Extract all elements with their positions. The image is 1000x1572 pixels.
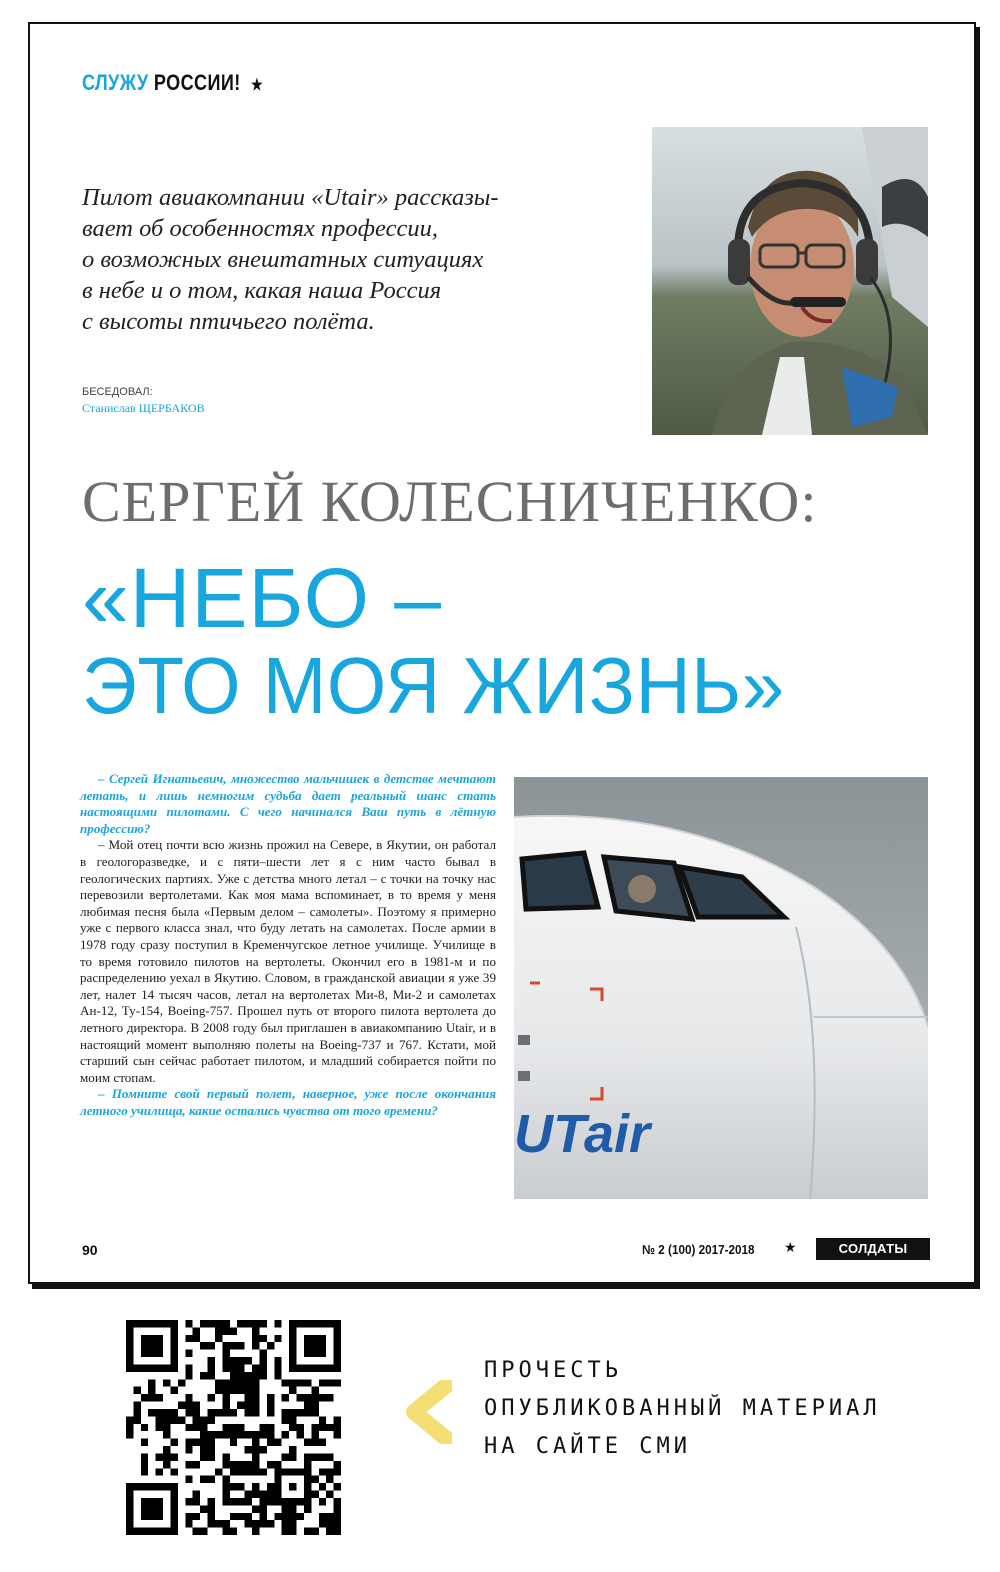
headline-quote-line1: «НЕБО – xyxy=(82,551,442,645)
cta-line: НА САЙТЕ СМИ xyxy=(484,1434,691,1459)
lead-line: Пилот авиакомпании «Utair» рассказы- xyxy=(82,184,499,211)
rubric-part1: СЛУЖУ xyxy=(82,70,149,95)
cta-line: ПРОЧЕСТЬ xyxy=(484,1358,622,1383)
rubric-part2: РОССИИ! xyxy=(153,70,241,95)
chevron-left-icon xyxy=(404,1380,452,1444)
headline-name: СЕРГЕЙ КОЛЕСНИЧЕНКО: xyxy=(82,469,818,534)
magazine-logo: СОЛДАТЫ РОССИИ xyxy=(816,1238,930,1260)
page-number: 90 xyxy=(82,1242,98,1258)
qr-code[interactable] xyxy=(126,1320,341,1535)
read-material-link[interactable] xyxy=(484,1352,881,1466)
lead-line: вает об особенностях профессии, xyxy=(82,215,438,242)
byline-label: БЕСЕДОВАЛ: xyxy=(82,386,153,398)
cta-line: ОПУБЛИКОВАННЫЙ МАТЕРИАЛ xyxy=(484,1396,881,1421)
plane-logo: UTair xyxy=(514,1104,651,1164)
issue-number: № 2 (100) 2017-2018 xyxy=(642,1242,755,1257)
lead-line: в небе и о том, какая наша Россия xyxy=(82,277,442,304)
airplane-photo xyxy=(514,777,928,1199)
pilot-photo xyxy=(652,127,928,435)
interview-question: – Сергей Игнатьевич, множество мальчишек в детстве мечтают летать, и лишь немногим судьба дает реальный шанс стать настоящими пилотами. С чего начинался Ваш путь в лётную профессию? xyxy=(80,771,496,836)
interview-question: – Помните свой первый полет, наверное, уже после окончания летного училища, какие остались чувства от того времени? xyxy=(80,1086,496,1118)
byline xyxy=(82,386,205,416)
interview-answer: – Мой отец почти всю жизнь прожил на Севере, в Якутии, он работал в геологоразведке, и с пяти–шести лет я с ним часто бывал в геологических партиях. Уже с детства много летал – с точки на точку нас перевозили вертолетами. Как моя мама вспоминает, в то время у меня любимая песня была «Первым делом – самолеты». Поэтому я примерно уже с первого класса знал, что буду летать на самолетах. После армии в 1978 году сразу поступил в Кременчугское летное училище. Училище в то время готовило пилотов на вертолеты. Окончил его в 1981-м и по распределению уехал в Якутию. Словом, в гражданской авиации я уже 39 лет, налет 14 тысяч часов, летал на вертолетах Ми-8, Ми-2 и самолетах Ан-12, Ту-154, Boeing-757. Прошел путь от второго пилота вертолета до летного директора. В 2008 году был приглашен в авиакомпанию Utair, и в настоящий момент выполняю полеты на Boeing-737 и 767. Кстати, мой старший сын сейчас работает пилотом, и младший собирается пойти по моим стопам. xyxy=(80,837,496,1085)
lead-line: о возможных внештатных ситуациях xyxy=(82,246,484,273)
star-icon: ★ xyxy=(784,1241,797,1256)
rubric xyxy=(82,70,263,96)
article-column xyxy=(80,771,496,1119)
magazine-page xyxy=(28,22,976,1284)
byline-author: Станислав ЩЕРБАКОВ xyxy=(82,401,205,415)
lead-paragraph xyxy=(82,182,602,337)
star-icon: ★ xyxy=(250,77,264,94)
headline-quote-line2: ЭТО МОЯ ЖИЗНЬ» xyxy=(82,641,785,730)
lead-line: с высоты птичьего полёта. xyxy=(82,308,375,335)
